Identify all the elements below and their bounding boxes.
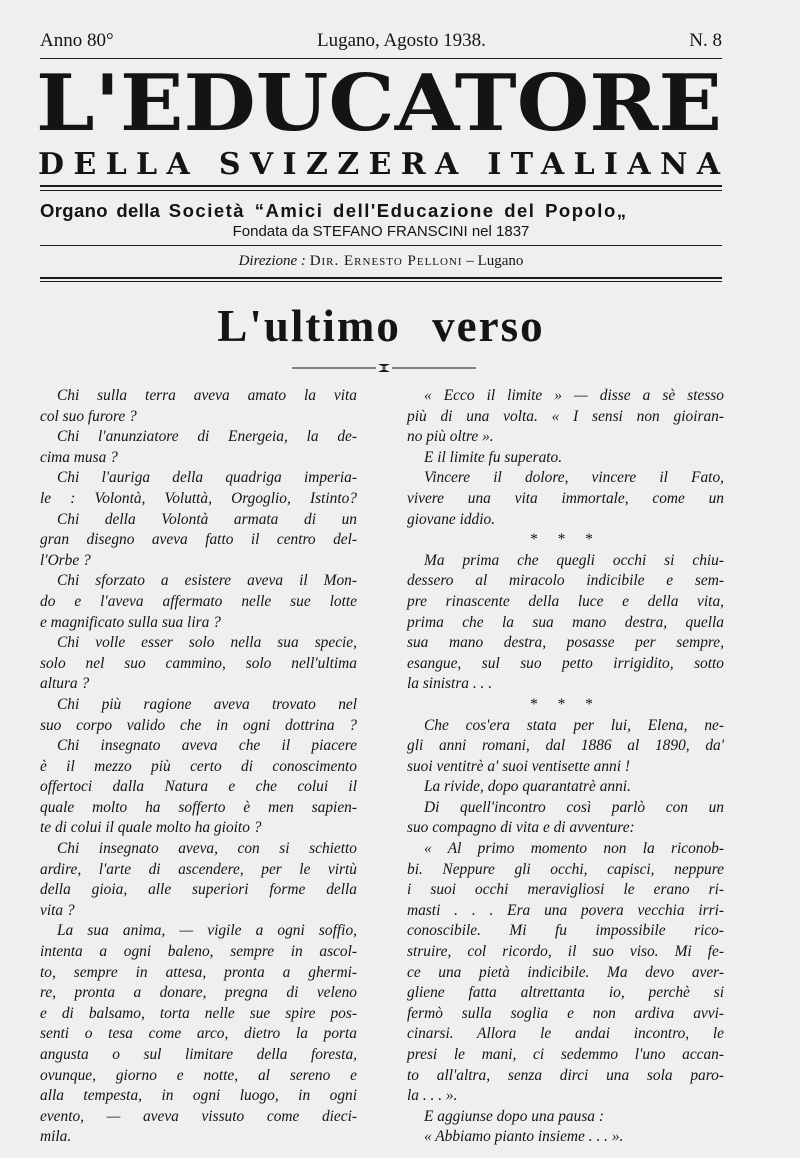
organ-line (40, 200, 722, 222)
masthead-subtitle (36, 142, 726, 186)
text-line: no più oltre ». (407, 428, 494, 446)
text-line: La rivide, dopo quarantatrè anni. (424, 778, 631, 796)
issue-year: Anno 80° (40, 30, 114, 51)
text-line: Chi insegnato aveva che il piacere (57, 737, 357, 755)
text-line: re, pronta a donare, pregna di veleno (40, 984, 357, 1002)
organ-society: Società “Amici dell'Educazione del Popolo„ (168, 200, 628, 221)
masthead-title-text: L'EDUCATORE (36, 62, 722, 149)
text-line: gli anni romani, dal 1886 al 1890, da' (407, 737, 724, 755)
text-line: « Al primo momento non la riconob- (424, 840, 724, 858)
text-line: cima musa ? (40, 448, 118, 466)
text-line: più di una volta. « I sensi non gioiran- (407, 407, 724, 425)
text-line: la sinistra . . . (407, 675, 493, 693)
text-line: Chi della Volontà armata di un (57, 510, 357, 528)
issue-place-date: Lugano, Agosto 1938. (316, 30, 486, 51)
direction-city: Lugano (477, 253, 524, 269)
direction-line (40, 253, 722, 270)
text-line: pre rinascente della luce e della vita, (407, 592, 724, 610)
text-line: altura ? (40, 675, 90, 693)
text-line: masti . . . Era una povera vecchia irri- (407, 901, 724, 919)
text-line: Che cos'era stata per lui, Elena, ne- (424, 716, 724, 734)
text-line: evento, — aveva vissuto come dieci- (40, 1107, 357, 1125)
text-line: ce una pietà indicibile. Ma devo aver- (407, 963, 724, 981)
text-line: struire, col ricordo, il suo viso. Mi fe- (407, 943, 724, 961)
section-break: * * * (530, 531, 601, 549)
text-line: « Abbiamo pianto insieme . . . ». (424, 1128, 624, 1146)
text-line: te di colui il quale molto ha gioito ? (40, 819, 262, 837)
divider (40, 190, 722, 191)
text-line: prima che la sua mano destra, quella (407, 613, 724, 631)
text-line: suo corpo valido che in ogni dottrina ? (40, 716, 357, 734)
text-line: cinarsi. Allora le andai incontro, le (407, 1025, 724, 1043)
direction-label: Direzione : (238, 253, 306, 269)
divider (40, 185, 722, 187)
text-line: E aggiunse dopo una pausa : (424, 1107, 604, 1125)
text-line: intenta a ogni baleno, sempre in ascol- (40, 943, 357, 961)
text-line: to, sempre in attesa, pronta a ghermi- (40, 963, 357, 981)
text-line: Chi sforzato a esistere aveva il Mon- (57, 572, 357, 590)
section-break: * * * (530, 695, 601, 713)
text-line: vita ? (40, 901, 75, 919)
text-line: senti o tesa come arco, dietro la porta (40, 1025, 357, 1043)
text-line: do e l'aveva affermato nelle sue lotte (40, 592, 357, 610)
text-line: e magnificato sulla sua lira ? (40, 613, 221, 631)
divider (40, 281, 722, 282)
text-line: Chi l'anunziatore di Energeia, la de- (57, 428, 357, 446)
text-line: alla tempesta, in ogni luogo, in ogni (40, 1087, 357, 1105)
text-line: Chi insegnato aveva, con si schietto (57, 840, 357, 858)
director-name: Dir. Ernesto Pelloni (309, 253, 463, 269)
text-line: fermò sulla soglia e non ardiva avvi- (407, 1004, 724, 1022)
text-line: col suo furore ? (40, 407, 137, 425)
text-line: gliene fatta altrettanta io, perchè si (407, 984, 724, 1002)
text-line: giovane iddio. (407, 510, 496, 528)
text-line: esangue, sul suo petto irrigidito, sotto (407, 654, 724, 672)
issue-line (40, 30, 722, 52)
text-line: è il mezzo più certo di conoscimento (40, 757, 357, 775)
text-line: Vincere il dolore, vincere il Fato, (424, 469, 724, 487)
text-line: ovunque, giorno e notte, al sereno e (40, 1066, 357, 1084)
divider (40, 245, 722, 246)
divider (40, 277, 722, 279)
text-line: bi. Neppure gli occhi, capisci, neppure (407, 860, 724, 878)
text-line: solo nel suo cammino, solo nell'ultima (40, 654, 357, 672)
article-title: L'ultimo verso (217, 301, 545, 351)
text-line: dessero al miracolo indicibile e sem- (407, 572, 724, 590)
direction-separator: – (466, 253, 474, 269)
text-line: sua mano destra, posasse per sempre, (407, 634, 724, 652)
text-line: e di balsamo, torta nelle sue spire pos- (40, 1004, 357, 1022)
text-line: to all'altra, senza dirci una sola paro- (407, 1066, 724, 1084)
ornament-divider (292, 360, 476, 376)
text-line: Chi l'auriga della quadriga imperia- (57, 469, 357, 487)
text-line: i suoi occhi meravigliosi le erano ri- (407, 881, 724, 899)
text-line: Chi volle esser solo nella sua specie, (57, 634, 357, 652)
founded-line: Fondata da STEFANO FRANSCINI nel 1837 (232, 223, 530, 240)
text-line: Ma prima che quegli occhi si chiu- (424, 551, 724, 569)
text-line: ardire, l'arte di ascendere, per le virtù (40, 860, 357, 878)
organ-prefix: Organo della (40, 200, 161, 221)
text-line: E il limite fu superato. (424, 448, 563, 466)
text-line: conoscibile. Mi fu impossibile rico- (407, 922, 724, 940)
divider (40, 58, 722, 59)
text-line: suo compagno di vita e di avventure: (407, 819, 635, 837)
text-line: l'Orbe ? (40, 551, 91, 569)
article-column-right (407, 386, 724, 1148)
masthead-subtitle-text: DELLA SVIZZERA ITALIANA (38, 147, 720, 182)
text-line: Di quell'incontro così parlò con un (424, 798, 724, 816)
masthead-title (36, 62, 726, 152)
text-line: presi le mani, ci sedemmo l'uno accan- (407, 1046, 724, 1063)
text-line: « Ecco il limite » — disse a sè stesso (424, 387, 724, 404)
text-line: suoi ventitrè a' suoi ventisette anni ! (407, 757, 630, 775)
text-line: quale molto ha sofferto è men sapien- (40, 798, 357, 816)
text-line: angusta o sul limitare della foresta, (40, 1046, 357, 1063)
issue-number: N. 8 (689, 30, 722, 51)
text-line: mila. (40, 1128, 72, 1146)
article-column-left (40, 386, 357, 1148)
text-line: gran disegno aveva fatto il centro del- (40, 531, 357, 549)
text-line: vivere una vita immortale, come un (407, 489, 724, 507)
text-line: la . . . ». (407, 1087, 458, 1105)
text-line: le : Volontà, Voluttà, Orgoglio, Istinto? (40, 489, 357, 507)
text-line: offertoci dalla Natura e che colui il (40, 778, 357, 796)
text-line: La sua anima, — vigile a ogni soffio, (57, 922, 357, 940)
text-line: Chi più ragione aveva trovato nel (57, 695, 357, 713)
text-line: della gioia, alle superiori forme della (40, 881, 357, 899)
text-line: Chi sulla terra aveva amato la vita (57, 387, 357, 404)
